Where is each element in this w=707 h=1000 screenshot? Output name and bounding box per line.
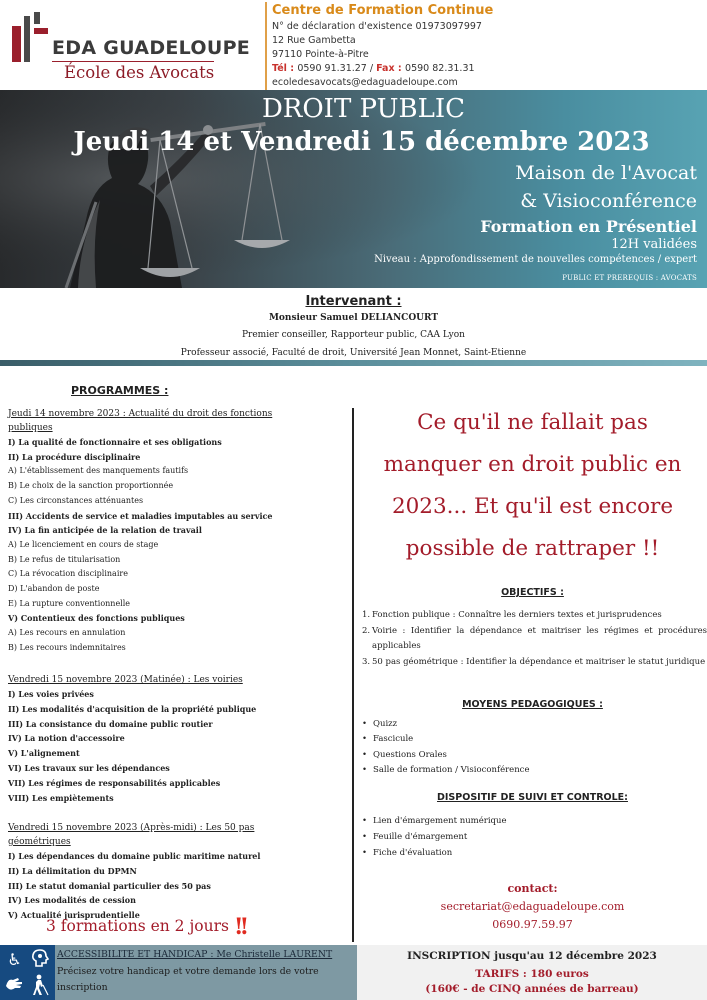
validated-hours: 12H validées	[611, 237, 697, 252]
bullet-item: • Salle de formation / Visioconférence	[362, 763, 702, 778]
logo-name: EDA GUADELOUPE	[52, 37, 251, 59]
price: TARIFS : 180 euros	[475, 968, 589, 980]
programme-item: V) Contentieux des fonctions publiques	[8, 613, 185, 624]
programme-item: A) Les recours en annulation	[8, 628, 126, 638]
logo-subtitle: École des Avocats	[64, 63, 215, 82]
course-title: DROIT PUBLIC	[261, 94, 466, 124]
programme-item: I) La qualité de fonctionnaire et ses obligations	[8, 437, 222, 447]
programme-item: C) La révocation disciplinaire	[8, 569, 128, 579]
tel-label: Tél	[272, 63, 287, 74]
accessibility-text	[57, 947, 355, 997]
programme-item: III) Accidents de service et maladies imputables au service	[8, 510, 273, 521]
contact-email[interactable]: secretariat@edaguadeloupe.com	[440, 900, 625, 913]
headline-line-1: Ce qu'il ne fallait pas	[417, 410, 648, 435]
objective-text: Voirie : Identifier la dépendance et maitriser les régimes et procédures applicables	[372, 626, 707, 651]
objective-text: Fonction publique : Connaître les derniers textes et jurisprudences	[372, 610, 662, 620]
course-format: Formation en Présentiel	[480, 217, 697, 236]
programme-item: B) Les recours indemnitaires	[8, 642, 126, 652]
programme-item: III) Le statut domanial particulier des 50 pas	[8, 880, 211, 891]
objective-number: 3.	[362, 657, 371, 667]
programme-title: PROGRAMMES :	[71, 384, 169, 397]
contact-heading: contact:	[507, 882, 558, 895]
programme-item: I) Les voies privées	[8, 689, 94, 699]
day2-morning-heading: Vendredi 15 novembre 2023 (Matinée) : Les voiries	[8, 675, 243, 685]
logo-mark-icon	[10, 12, 50, 62]
methods-heading: MOYENS PEDAGOGIQUES :	[462, 699, 603, 710]
contact-phone[interactable]: 0690.97.59.97	[492, 918, 573, 931]
programme-item: D) L'abandon de poste	[8, 584, 100, 594]
logo-rule	[52, 61, 214, 62]
city-address: 97110 Pointe-à-Pitre	[272, 49, 369, 60]
venue-line-2: & Visioconférence	[520, 190, 697, 212]
programme-item: II) La procédure disciplinaire	[8, 451, 141, 462]
bullet-item: • Quizz	[362, 717, 702, 732]
card-title: Centre de Formation Continue	[272, 3, 494, 18]
day1-heading: Jeudi 14 novembre 2023 : Actualité du droit des fonctions publiques	[8, 409, 273, 433]
section-divider	[0, 360, 707, 366]
programme-item: A) Le licenciement en cours de stage	[8, 539, 159, 549]
programme-item: B) Le refus de titularisation	[8, 554, 121, 564]
objective-number: 1.	[362, 610, 371, 620]
course-level: Niveau : Approfondissement de nouvelles compétences / expert	[374, 254, 697, 265]
formations-text: 3 formations en 2 jours	[46, 917, 229, 935]
programme-item: IV) La fin anticipée de la relation de travail	[8, 525, 202, 536]
programme-item: III) La consistance du domaine public routier	[8, 718, 213, 729]
objective-number: 2.	[362, 626, 371, 636]
hero-banner	[0, 90, 707, 288]
accessibility-box	[0, 945, 357, 1000]
headline-line-3: 2023... Et qu'il est encore	[391, 494, 674, 519]
programme-item: E) La rupture conventionnelle	[8, 598, 131, 608]
accessibility-note: Précisez votre handicap et votre demande lors de votre inscription	[57, 965, 319, 993]
programme-item: VII) Les régimes de responsabilités applicables	[8, 777, 221, 788]
programme-day2-afternoon	[8, 821, 313, 923]
objectives-heading: OBJECTIFS :	[501, 587, 564, 598]
programme-day1	[8, 407, 313, 656]
objective-text: 50 pas géométrique : Identifier la dépendance et maitriser le statut juridique	[372, 657, 706, 667]
price-note: (160€ - de CINQ années de barreau)	[425, 983, 639, 995]
accessibility-icons	[0, 945, 55, 1000]
contact-block	[358, 880, 707, 934]
programme-item: C) Les circonstances atténuantes	[8, 495, 144, 505]
programme-item: VI) Les travaux sur les dépendances	[8, 762, 170, 773]
double-exclamation-icon: !!	[233, 914, 246, 940]
programme-item: A) L'établissement des manquements fautifs	[8, 466, 189, 476]
day1-items	[8, 435, 313, 656]
monitoring-heading: DISPOSITIF DE SUIVI ET CONTROLE:	[437, 792, 628, 803]
fax-label: Fax	[376, 63, 395, 74]
bullet-item: • Questions Orales	[362, 748, 702, 763]
objective-item	[362, 608, 707, 623]
programme-item: V) L'alignement	[8, 748, 80, 759]
monitoring-list	[362, 814, 702, 861]
headline	[358, 402, 707, 570]
programme-item: VIII) Les empiètements	[8, 792, 114, 803]
programme-day2-morning	[8, 673, 313, 805]
school-email[interactable]: ecoledesavocats@edaguadeloupe.com	[272, 77, 458, 88]
declaration-number: N° de déclaration d'existence 01973097997	[272, 21, 482, 32]
day2-afternoon-heading: Vendredi 15 novembre 2023 (Après-midi) : Les 50 pas géométriques	[8, 823, 255, 847]
speaker-role-1: Premier conseiller, Rapporteur public, CAA Lyon	[242, 330, 465, 340]
day2-morning-items	[8, 687, 313, 805]
formations-tagline	[46, 914, 245, 940]
wheelchair-icon: ♿	[7, 950, 22, 969]
programme-item: II) Les modalités d'acquisition de la propriété publique	[8, 703, 257, 714]
bullet-item: • Lien d'émargement numérique	[362, 814, 702, 830]
column-divider	[352, 408, 354, 942]
fax-number: 0590 82.31.31	[405, 63, 475, 74]
bullet-item: • Fiche d'évaluation	[362, 846, 702, 862]
objective-item	[362, 624, 707, 654]
venue-line-1: Maison de l'Avocat	[515, 162, 697, 184]
speaker-role-2: Professeur associé, Faculté de droit, Université Jean Monnet, Saint-Etienne	[180, 348, 527, 358]
objectives-list	[362, 608, 707, 671]
eda-logo	[4, 4, 266, 88]
sign-language-icon	[3, 974, 26, 997]
registration-deadline: INSCRIPTION jusqu'au 12 décembre 2023	[407, 950, 657, 962]
tel-number[interactable]: 0590 91.31.27	[297, 63, 367, 74]
bullet-item: • Fascicule	[362, 732, 702, 747]
programme-item: V) Actualité jurisprudentielle	[8, 910, 140, 921]
day2-afternoon-items	[8, 849, 313, 923]
programme-item: B) Le choix de la sanction proportionnée	[8, 481, 174, 491]
course-dates: Jeudi 14 et Vendredi 15 décembre 2023	[73, 127, 650, 157]
speaker-heading: Intervenant :	[305, 294, 402, 309]
headline-line-4: possible de rattraper !!	[405, 536, 660, 561]
objective-item	[362, 655, 707, 670]
programme-item: II) La délimitation du DPMN	[8, 865, 137, 876]
headline-line-2: manquer en droit public en	[383, 452, 682, 477]
phone-fax-line: Tél : 0590 91.31.27 / Fax : 0590 82.31.31	[272, 63, 475, 74]
methods-list	[362, 717, 702, 778]
head-mind-icon	[28, 948, 51, 971]
street-address: 12 Rue Gambetta	[272, 35, 356, 46]
course-audience: PUBLIC ET PREREQUIS : AVOCATS	[562, 274, 697, 282]
registration-box	[357, 945, 707, 1000]
programme-item: IV) Les modalités de cession	[8, 895, 136, 906]
accessibility-heading: ACCESSIBILITE ET HANDICAP : Me Christelle LAURENT	[57, 949, 333, 960]
contact-card	[265, 2, 497, 90]
speaker-name: Monsieur Samuel DELIANCOURT	[268, 313, 439, 323]
bullet-item: • Feuille d'émargement	[362, 830, 702, 846]
blind-person-icon	[28, 974, 51, 997]
programme-item: I) Les dépendances du domaine public maritime naturel	[8, 851, 261, 861]
programme-item: IV) La notion d'accessoire	[8, 733, 125, 744]
speaker-block	[0, 292, 707, 362]
